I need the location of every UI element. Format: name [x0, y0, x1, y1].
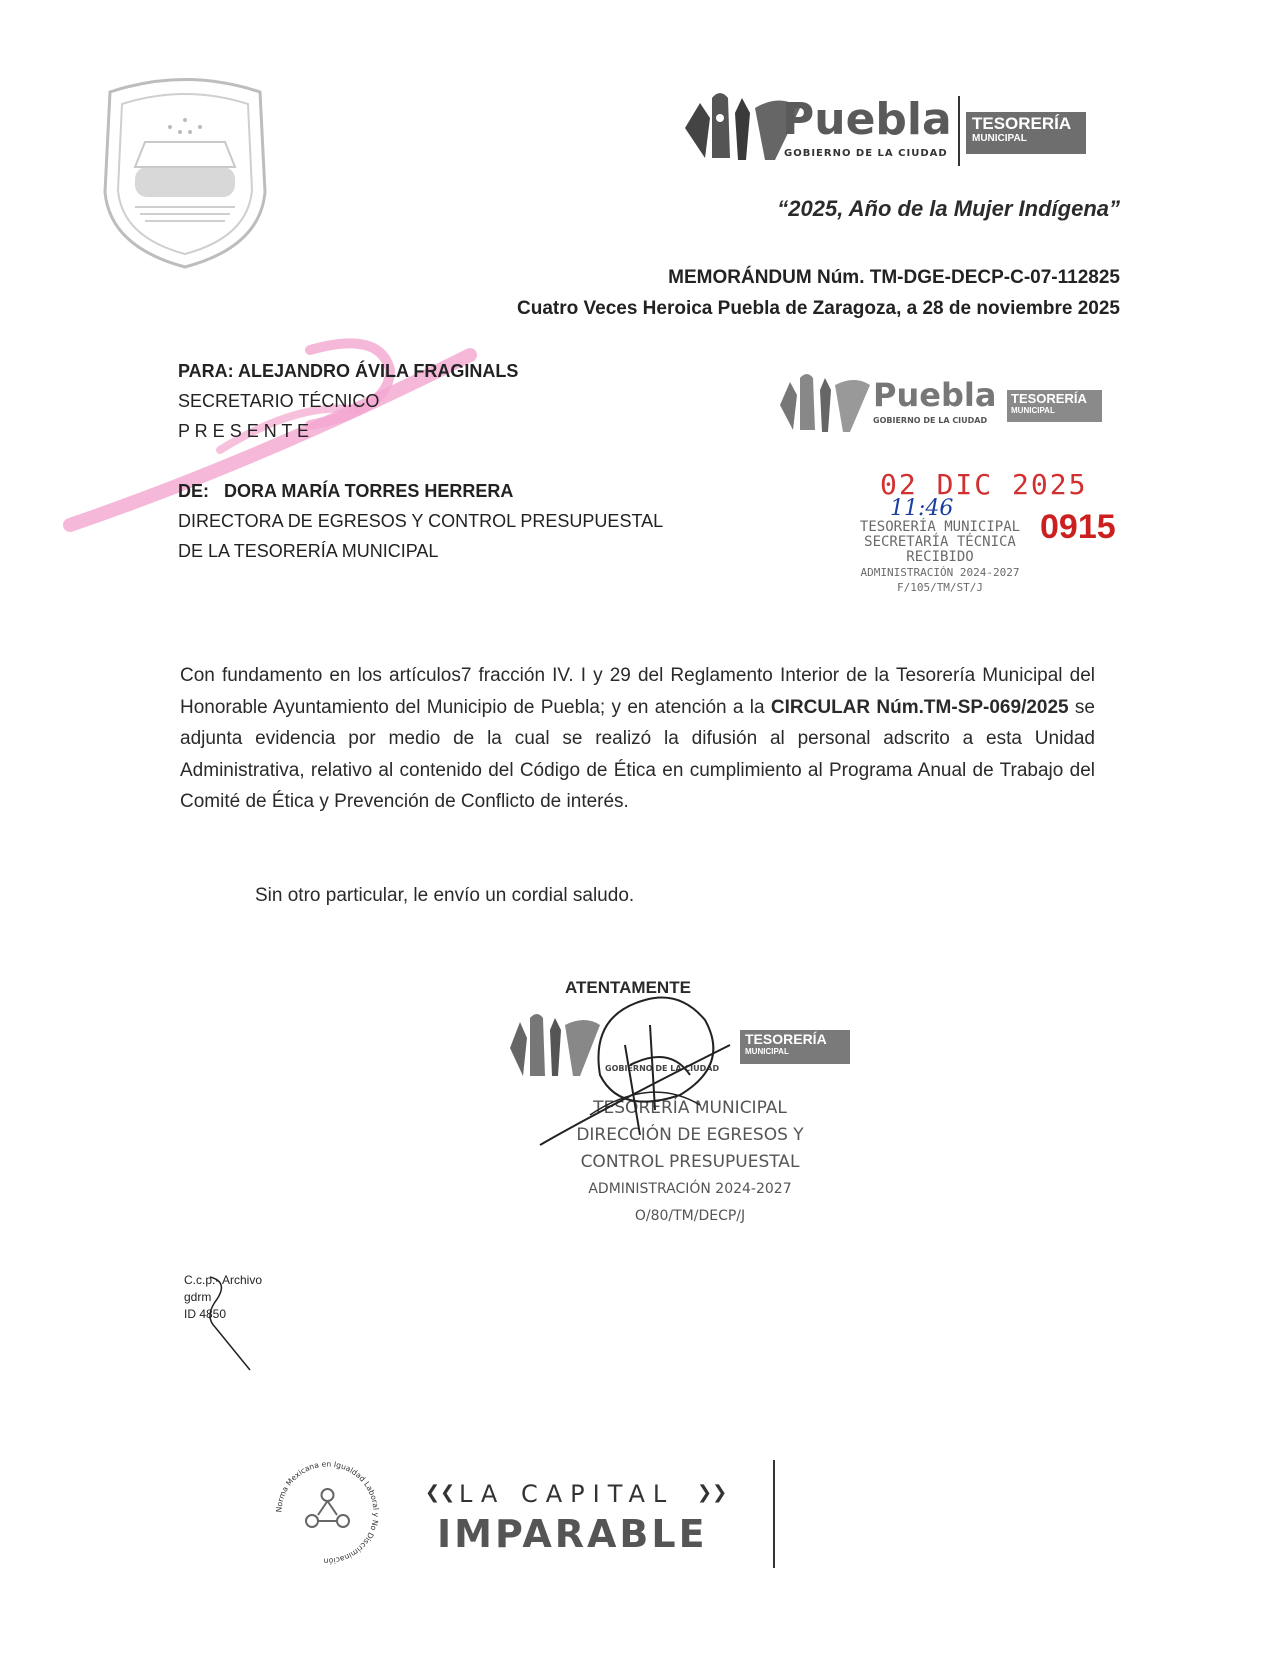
body-paragraph — [180, 660, 1095, 818]
signature-logo-subtitle: GOBIERNO DE LA CIUDAD — [605, 1064, 720, 1073]
footer-divider — [773, 1460, 775, 1568]
recipient-name: PARA: ALEJANDRO ÁVILA FRAGINALS — [178, 361, 519, 381]
dept-stamp-line-4: ADMINISTRACIÓN 2024-2027 — [588, 1181, 792, 1197]
stamp-logo-subtitle: GOBIERNO DE LA CIUDAD — [873, 416, 988, 425]
received-line-5: F/105/TM/ST/J — [896, 581, 984, 594]
atentamente-label: ATENTAMENTE — [565, 978, 691, 997]
cc-line-2: gdrm — [184, 1290, 212, 1304]
signature-logo-unit2: MUNICIPAL — [745, 1047, 789, 1056]
svg-text:Norma Mexicana en Igualdad Lab — [274, 1459, 380, 1565]
dept-stamp-line-3: CONTROL PRESUPUESTAL — [580, 1152, 800, 1172]
received-time: 11:46 — [890, 496, 954, 521]
stamp-logo-city: Puebla — [873, 376, 997, 414]
puebla-tesoreria-logo — [680, 88, 1150, 178]
sender-name: DORA MARÍA TORRES HERRERA — [224, 481, 514, 501]
norma-igualdad-icon — [270, 1455, 385, 1570]
memo-number: MEMORÁNDUM Núm. TM-DGE-DECP-C-07-112825 — [668, 267, 1120, 288]
received-line-4: ADMINISTRACIÓN 2024-2027 — [860, 566, 1020, 579]
memo-place-date: Cuatro Veces Heroica Puebla de Zaragoza, a 28 de noviembre 2025 — [517, 298, 1120, 319]
stamp-logo-unit1: TESORERÍA — [1011, 391, 1087, 406]
dept-stamp-line-5: O/80/TM/DECP/J — [634, 1208, 746, 1224]
recipient-title: SECRETARIO TÉCNICO — [178, 391, 380, 411]
received-line-3: RECIBIDO — [906, 549, 974, 565]
received-line-1: TESORERÍA MUNICIPAL — [859, 519, 1021, 535]
logo-unit-line2: MUNICIPAL — [972, 133, 1027, 144]
sender-title-2: DE LA TESORERÍA MUNICIPAL — [178, 541, 439, 561]
cc-initials-mark — [185, 1272, 255, 1372]
logo-city: Puebla — [782, 94, 952, 145]
year-slogan: “2025, Año de la Mujer Indígena” — [777, 196, 1120, 221]
recipient-block — [178, 356, 518, 446]
logo-subtitle: GOBIERNO DE LA CIUDAD — [784, 148, 948, 159]
puebla-emblem-icon — [775, 370, 875, 435]
received-date: 02 DIC 2025 — [880, 468, 1088, 501]
handwritten-signature — [530, 985, 770, 1160]
norma-text: Norma Mexicana en Igualdad Laboral y No Discriminación — [274, 1459, 381, 1566]
stamp-logo-unit2: MUNICIPAL — [1011, 406, 1055, 415]
cc-line-1: C.c.p.- Archivo — [184, 1273, 263, 1287]
received-line-2: SECRETARÍA TÉCNICA — [864, 534, 1016, 550]
sender-block — [178, 476, 663, 566]
dept-stamp-line-1: TESORERÍA MUNICIPAL — [593, 1098, 787, 1118]
sender-title-1: DIRECTORA DE EGRESOS Y CONTROL PRESUPUESTAL — [178, 511, 664, 531]
circular-reference: CIRCULAR Núm.TM-SP-069/2025 — [770, 696, 1069, 718]
dept-stamp-line-2: DIRECCIÓN DE EGRESOS Y — [576, 1125, 804, 1145]
body-text-start: Con fundamento en los artículos7 fracción IV. I y 29 del Reglamento Interior de la Tesorería Municipal del Honorable Ayuntamiento del Municipio de Puebla; y en atención a la — [180, 665, 1095, 718]
closing-line: Sin otro particular, le envío un cordial saludo. — [255, 885, 635, 906]
logo-unit-line1: TESORERÍA — [972, 114, 1072, 133]
capital-line-1: LA CAPITAL — [459, 1480, 675, 1508]
cc-line-3: ID 4850 — [184, 1307, 227, 1321]
la-capital-imparable-logo: ❮❮ LA CAPITAL ❯❯ IMPARABLE — [425, 1480, 728, 1556]
municipal-seal-icon — [90, 72, 280, 272]
memo-header — [517, 262, 1120, 324]
recipient-presente: P R E S E N T E — [178, 421, 310, 441]
signature-logo-unit1: TESORERÍA — [745, 1031, 827, 1047]
received-folio: 0915 — [1040, 508, 1116, 546]
received-stamp-logo — [775, 370, 1115, 440]
body-text-end: se adjunta evidencia por medio de la cual se realizó la difusión al personal adscrito a esta Unidad Administrativa, relativo al contenido del Código de Ética en cumplimiento al Programa Anual de Trabajo del Comité de Ética y Prevención de Conflicto de interés. — [180, 696, 1096, 812]
sender-prefix: DE: — [178, 481, 209, 501]
capital-line-2: IMPARABLE — [437, 1512, 708, 1556]
